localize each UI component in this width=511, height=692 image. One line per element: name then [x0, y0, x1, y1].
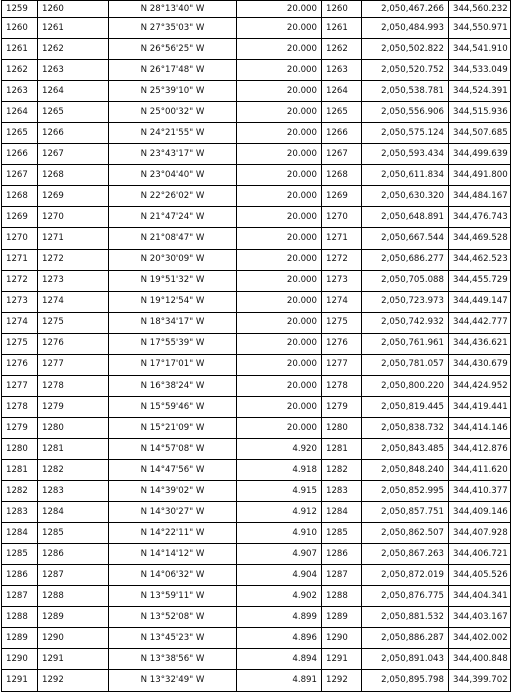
- northing-cell: 2,050,876.775: [362, 586, 449, 607]
- point-cell: 1278: [322, 375, 362, 396]
- distance-cell: 20.000: [237, 60, 322, 81]
- from-point-cell: 1289: [2, 628, 38, 649]
- distance-cell: 20.000: [237, 102, 322, 123]
- from-point-cell: 1281: [2, 459, 38, 480]
- northing-cell: 2,050,867.263: [362, 544, 449, 565]
- bearing-cell: N 13°32'49" W: [109, 670, 237, 691]
- northing-cell: 2,050,800.220: [362, 375, 449, 396]
- to-point-cell: 1287: [38, 565, 109, 586]
- distance-cell: 20.000: [237, 81, 322, 102]
- table-row: [2, 481, 511, 502]
- easting-cell: 344,449.147: [449, 291, 511, 312]
- table-row: [2, 60, 511, 81]
- northing-cell: 2,050,686.277: [362, 249, 449, 270]
- easting-cell: 344,419.441: [449, 396, 511, 417]
- easting-cell: 344,499.639: [449, 144, 511, 165]
- to-point-cell: 1277: [38, 354, 109, 375]
- to-point-cell: 1282: [38, 459, 109, 480]
- easting-cell: 344,404.341: [449, 586, 511, 607]
- to-point-cell: 1283: [38, 481, 109, 502]
- distance-cell: 4.910: [237, 523, 322, 544]
- northing-cell: 2,050,538.781: [362, 81, 449, 102]
- easting-cell: 344,405.526: [449, 565, 511, 586]
- table-row: [2, 438, 511, 459]
- bearing-cell: N 14°06'32" W: [109, 565, 237, 586]
- easting-cell: 344,455.729: [449, 270, 511, 291]
- northing-cell: 2,050,630.320: [362, 186, 449, 207]
- table-row: [2, 39, 511, 60]
- bearing-cell: N 15°21'09" W: [109, 417, 237, 438]
- from-point-cell: 1264: [2, 102, 38, 123]
- to-point-cell: 1261: [38, 18, 109, 39]
- bearing-cell: N 16°38'24" W: [109, 375, 237, 396]
- distance-cell: 4.915: [237, 481, 322, 502]
- northing-cell: 2,050,467.266: [362, 1, 449, 18]
- bearing-cell: N 14°30'27" W: [109, 502, 237, 523]
- bearing-cell: N 22°26'02" W: [109, 186, 237, 207]
- northing-cell: 2,050,593.434: [362, 144, 449, 165]
- to-point-cell: 1281: [38, 438, 109, 459]
- easting-cell: 344,533.049: [449, 60, 511, 81]
- point-cell: 1291: [322, 649, 362, 670]
- easting-cell: 344,469.528: [449, 228, 511, 249]
- from-point-cell: 1288: [2, 607, 38, 628]
- northing-cell: 2,050,857.751: [362, 502, 449, 523]
- easting-cell: 344,406.721: [449, 544, 511, 565]
- to-point-cell: 1285: [38, 523, 109, 544]
- easting-cell: 344,491.800: [449, 165, 511, 186]
- to-point-cell: 1272: [38, 249, 109, 270]
- to-point-cell: 1266: [38, 123, 109, 144]
- distance-cell: 20.000: [237, 186, 322, 207]
- table-row: [2, 333, 511, 354]
- distance-cell: 4.904: [237, 565, 322, 586]
- easting-cell: 344,407.928: [449, 523, 511, 544]
- point-cell: 1282: [322, 459, 362, 480]
- easting-cell: 344,476.743: [449, 207, 511, 228]
- bearing-cell: N 27°35'03" W: [109, 18, 237, 39]
- distance-cell: 4.899: [237, 607, 322, 628]
- northing-cell: 2,050,848.240: [362, 459, 449, 480]
- table-row: [2, 144, 511, 165]
- northing-cell: 2,050,843.485: [362, 438, 449, 459]
- from-point-cell: 1266: [2, 144, 38, 165]
- easting-cell: 344,412.876: [449, 438, 511, 459]
- point-cell: 1281: [322, 438, 362, 459]
- from-point-cell: 1277: [2, 375, 38, 396]
- point-cell: 1269: [322, 186, 362, 207]
- from-point-cell: 1267: [2, 165, 38, 186]
- to-point-cell: 1263: [38, 60, 109, 81]
- distance-cell: 20.000: [237, 228, 322, 249]
- easting-cell: 344,560.232: [449, 1, 511, 18]
- northing-cell: 2,050,891.043: [362, 649, 449, 670]
- to-point-cell: 1284: [38, 502, 109, 523]
- distance-cell: 20.000: [237, 207, 322, 228]
- point-cell: 1284: [322, 502, 362, 523]
- from-point-cell: 1282: [2, 481, 38, 502]
- distance-cell: 4.896: [237, 628, 322, 649]
- table-row: [2, 523, 511, 544]
- northing-cell: 2,050,611.834: [362, 165, 449, 186]
- point-cell: 1264: [322, 81, 362, 102]
- point-cell: 1285: [322, 523, 362, 544]
- from-point-cell: 1291: [2, 670, 38, 691]
- table-row: [2, 123, 511, 144]
- bearing-cell: N 14°47'56" W: [109, 459, 237, 480]
- from-point-cell: 1274: [2, 312, 38, 333]
- to-point-cell: 1286: [38, 544, 109, 565]
- northing-cell: 2,050,742.932: [362, 312, 449, 333]
- table-row: [2, 228, 511, 249]
- point-cell: 1271: [322, 228, 362, 249]
- distance-cell: 20.000: [237, 417, 322, 438]
- point-cell: 1289: [322, 607, 362, 628]
- distance-cell: 20.000: [237, 312, 322, 333]
- table-row: [2, 354, 511, 375]
- distance-cell: 20.000: [237, 270, 322, 291]
- from-point-cell: 1290: [2, 649, 38, 670]
- table-row: [2, 102, 511, 123]
- point-cell: 1266: [322, 123, 362, 144]
- distance-cell: 20.000: [237, 123, 322, 144]
- table-row: [2, 649, 511, 670]
- northing-cell: 2,050,575.124: [362, 123, 449, 144]
- bearing-cell: N 13°38'56" W: [109, 649, 237, 670]
- easting-cell: 344,550.971: [449, 18, 511, 39]
- bearing-cell: N 19°12'54" W: [109, 291, 237, 312]
- from-point-cell: 1269: [2, 207, 38, 228]
- from-point-cell: 1263: [2, 81, 38, 102]
- table-row: [2, 186, 511, 207]
- table-row: [2, 291, 511, 312]
- northing-cell: 2,050,761.961: [362, 333, 449, 354]
- point-cell: 1280: [322, 417, 362, 438]
- easting-cell: 344,409.146: [449, 502, 511, 523]
- table-row: [2, 607, 511, 628]
- easting-cell: 344,424.952: [449, 375, 511, 396]
- point-cell: 1275: [322, 312, 362, 333]
- to-point-cell: 1279: [38, 396, 109, 417]
- distance-cell: 20.000: [237, 249, 322, 270]
- table-row: [2, 18, 511, 39]
- to-point-cell: 1276: [38, 333, 109, 354]
- point-cell: 1288: [322, 586, 362, 607]
- to-point-cell: 1289: [38, 607, 109, 628]
- table-row: [2, 249, 511, 270]
- table-row: [2, 375, 511, 396]
- bearing-cell: N 14°22'11" W: [109, 523, 237, 544]
- to-point-cell: 1288: [38, 586, 109, 607]
- northing-cell: 2,050,872.019: [362, 565, 449, 586]
- from-point-cell: 1276: [2, 354, 38, 375]
- table-row: [2, 502, 511, 523]
- point-cell: 1287: [322, 565, 362, 586]
- to-point-cell: 1291: [38, 649, 109, 670]
- northing-cell: 2,050,648.891: [362, 207, 449, 228]
- from-point-cell: 1279: [2, 417, 38, 438]
- to-point-cell: 1260: [38, 1, 109, 18]
- point-cell: 1270: [322, 207, 362, 228]
- distance-cell: 20.000: [237, 1, 322, 18]
- distance-cell: 4.891: [237, 670, 322, 691]
- point-cell: 1268: [322, 165, 362, 186]
- table-row: [2, 544, 511, 565]
- northing-cell: 2,050,838.732: [362, 417, 449, 438]
- from-point-cell: 1260: [2, 18, 38, 39]
- northing-cell: 2,050,484.993: [362, 18, 449, 39]
- table-row: [2, 1, 511, 18]
- easting-cell: 344,399.702: [449, 670, 511, 691]
- bearing-cell: N 13°52'08" W: [109, 607, 237, 628]
- northing-cell: 2,050,819.445: [362, 396, 449, 417]
- bearing-cell: N 13°59'11" W: [109, 586, 237, 607]
- bearing-cell: N 14°57'08" W: [109, 438, 237, 459]
- bearing-cell: N 26°56'25" W: [109, 39, 237, 60]
- easting-cell: 344,484.167: [449, 186, 511, 207]
- easting-cell: 344,462.523: [449, 249, 511, 270]
- bearing-cell: N 21°47'24" W: [109, 207, 237, 228]
- easting-cell: 344,442.777: [449, 312, 511, 333]
- point-cell: 1292: [322, 670, 362, 691]
- point-cell: 1265: [322, 102, 362, 123]
- bearing-cell: N 19°51'32" W: [109, 270, 237, 291]
- bearing-cell: N 13°45'23" W: [109, 628, 237, 649]
- easting-cell: 344,410.377: [449, 481, 511, 502]
- bearing-cell: N 17°17'01" W: [109, 354, 237, 375]
- table-body: [2, 1, 511, 692]
- to-point-cell: 1265: [38, 102, 109, 123]
- northing-cell: 2,050,667.544: [362, 228, 449, 249]
- to-point-cell: 1292: [38, 670, 109, 691]
- to-point-cell: 1273: [38, 270, 109, 291]
- to-point-cell: 1274: [38, 291, 109, 312]
- distance-cell: 20.000: [237, 333, 322, 354]
- easting-cell: 344,402.002: [449, 628, 511, 649]
- from-point-cell: 1286: [2, 565, 38, 586]
- bearing-cell: N 25°39'10" W: [109, 81, 237, 102]
- from-point-cell: 1271: [2, 249, 38, 270]
- to-point-cell: 1267: [38, 144, 109, 165]
- bearing-cell: N 14°39'02" W: [109, 481, 237, 502]
- easting-cell: 344,411.620: [449, 459, 511, 480]
- easting-cell: 344,541.910: [449, 39, 511, 60]
- to-point-cell: 1278: [38, 375, 109, 396]
- northing-cell: 2,050,852.995: [362, 481, 449, 502]
- to-point-cell: 1268: [38, 165, 109, 186]
- bearing-cell: N 14°14'12" W: [109, 544, 237, 565]
- bearing-cell: N 23°04'40" W: [109, 165, 237, 186]
- point-cell: 1274: [322, 291, 362, 312]
- bearing-cell: N 17°55'39" W: [109, 333, 237, 354]
- from-point-cell: 1278: [2, 396, 38, 417]
- bearing-cell: N 20°30'09" W: [109, 249, 237, 270]
- from-point-cell: 1275: [2, 333, 38, 354]
- distance-cell: 20.000: [237, 354, 322, 375]
- to-point-cell: 1271: [38, 228, 109, 249]
- table-row: [2, 565, 511, 586]
- to-point-cell: 1269: [38, 186, 109, 207]
- to-point-cell: 1270: [38, 207, 109, 228]
- distance-cell: 20.000: [237, 39, 322, 60]
- northing-cell: 2,050,502.822: [362, 39, 449, 60]
- easting-cell: 344,507.685: [449, 123, 511, 144]
- table-row: [2, 81, 511, 102]
- point-cell: 1261: [322, 18, 362, 39]
- from-point-cell: 1265: [2, 123, 38, 144]
- survey-coordinate-table: [1, 0, 511, 692]
- northing-cell: 2,050,895.798: [362, 670, 449, 691]
- easting-cell: 344,515.936: [449, 102, 511, 123]
- distance-cell: 20.000: [237, 291, 322, 312]
- distance-cell: 4.894: [237, 649, 322, 670]
- point-cell: 1286: [322, 544, 362, 565]
- point-cell: 1290: [322, 628, 362, 649]
- table-row: [2, 165, 511, 186]
- point-cell: 1260: [322, 1, 362, 18]
- distance-cell: 20.000: [237, 375, 322, 396]
- to-point-cell: 1264: [38, 81, 109, 102]
- distance-cell: 20.000: [237, 396, 322, 417]
- table-row: [2, 417, 511, 438]
- point-cell: 1262: [322, 39, 362, 60]
- table-row: [2, 670, 511, 691]
- to-point-cell: 1262: [38, 39, 109, 60]
- from-point-cell: 1261: [2, 39, 38, 60]
- from-point-cell: 1285: [2, 544, 38, 565]
- northing-cell: 2,050,705.088: [362, 270, 449, 291]
- table-row: [2, 459, 511, 480]
- from-point-cell: 1287: [2, 586, 38, 607]
- point-cell: 1263: [322, 60, 362, 81]
- from-point-cell: 1280: [2, 438, 38, 459]
- point-cell: 1272: [322, 249, 362, 270]
- from-point-cell: 1284: [2, 523, 38, 544]
- distance-cell: 20.000: [237, 18, 322, 39]
- point-cell: 1277: [322, 354, 362, 375]
- point-cell: 1267: [322, 144, 362, 165]
- northing-cell: 2,050,886.287: [362, 628, 449, 649]
- table-row: [2, 628, 511, 649]
- bearing-cell: N 24°21'55" W: [109, 123, 237, 144]
- point-cell: 1279: [322, 396, 362, 417]
- northing-cell: 2,050,881.532: [362, 607, 449, 628]
- easting-cell: 344,400.848: [449, 649, 511, 670]
- northing-cell: 2,050,862.507: [362, 523, 449, 544]
- northing-cell: 2,050,723.973: [362, 291, 449, 312]
- easting-cell: 344,414.146: [449, 417, 511, 438]
- bearing-cell: N 26°17'48" W: [109, 60, 237, 81]
- easting-cell: 344,430.679: [449, 354, 511, 375]
- table-row: [2, 207, 511, 228]
- from-point-cell: 1268: [2, 186, 38, 207]
- northing-cell: 2,050,781.057: [362, 354, 449, 375]
- to-point-cell: 1275: [38, 312, 109, 333]
- point-cell: 1276: [322, 333, 362, 354]
- distance-cell: 4.920: [237, 438, 322, 459]
- point-cell: 1273: [322, 270, 362, 291]
- table-row: [2, 396, 511, 417]
- easting-cell: 344,403.167: [449, 607, 511, 628]
- easting-cell: 344,436.621: [449, 333, 511, 354]
- bearing-cell: N 18°34'17" W: [109, 312, 237, 333]
- bearing-cell: N 25°00'32" W: [109, 102, 237, 123]
- point-cell: 1283: [322, 481, 362, 502]
- table-row: [2, 270, 511, 291]
- to-point-cell: 1280: [38, 417, 109, 438]
- bearing-cell: N 15°59'46" W: [109, 396, 237, 417]
- table-row: [2, 586, 511, 607]
- distance-cell: 4.902: [237, 586, 322, 607]
- distance-cell: 20.000: [237, 144, 322, 165]
- distance-cell: 4.912: [237, 502, 322, 523]
- distance-cell: 4.907: [237, 544, 322, 565]
- northing-cell: 2,050,556.906: [362, 102, 449, 123]
- from-point-cell: 1283: [2, 502, 38, 523]
- northing-cell: 2,050,520.752: [362, 60, 449, 81]
- bearing-cell: N 28°13'40" W: [109, 1, 237, 18]
- easting-cell: 344,524.391: [449, 81, 511, 102]
- distance-cell: 4.918: [237, 459, 322, 480]
- from-point-cell: 1273: [2, 291, 38, 312]
- table-row: [2, 312, 511, 333]
- bearing-cell: N 23°43'17" W: [109, 144, 237, 165]
- from-point-cell: 1272: [2, 270, 38, 291]
- bearing-cell: N 21°08'47" W: [109, 228, 237, 249]
- from-point-cell: 1270: [2, 228, 38, 249]
- from-point-cell: 1262: [2, 60, 38, 81]
- to-point-cell: 1290: [38, 628, 109, 649]
- from-point-cell: 1259: [2, 1, 38, 18]
- distance-cell: 20.000: [237, 165, 322, 186]
